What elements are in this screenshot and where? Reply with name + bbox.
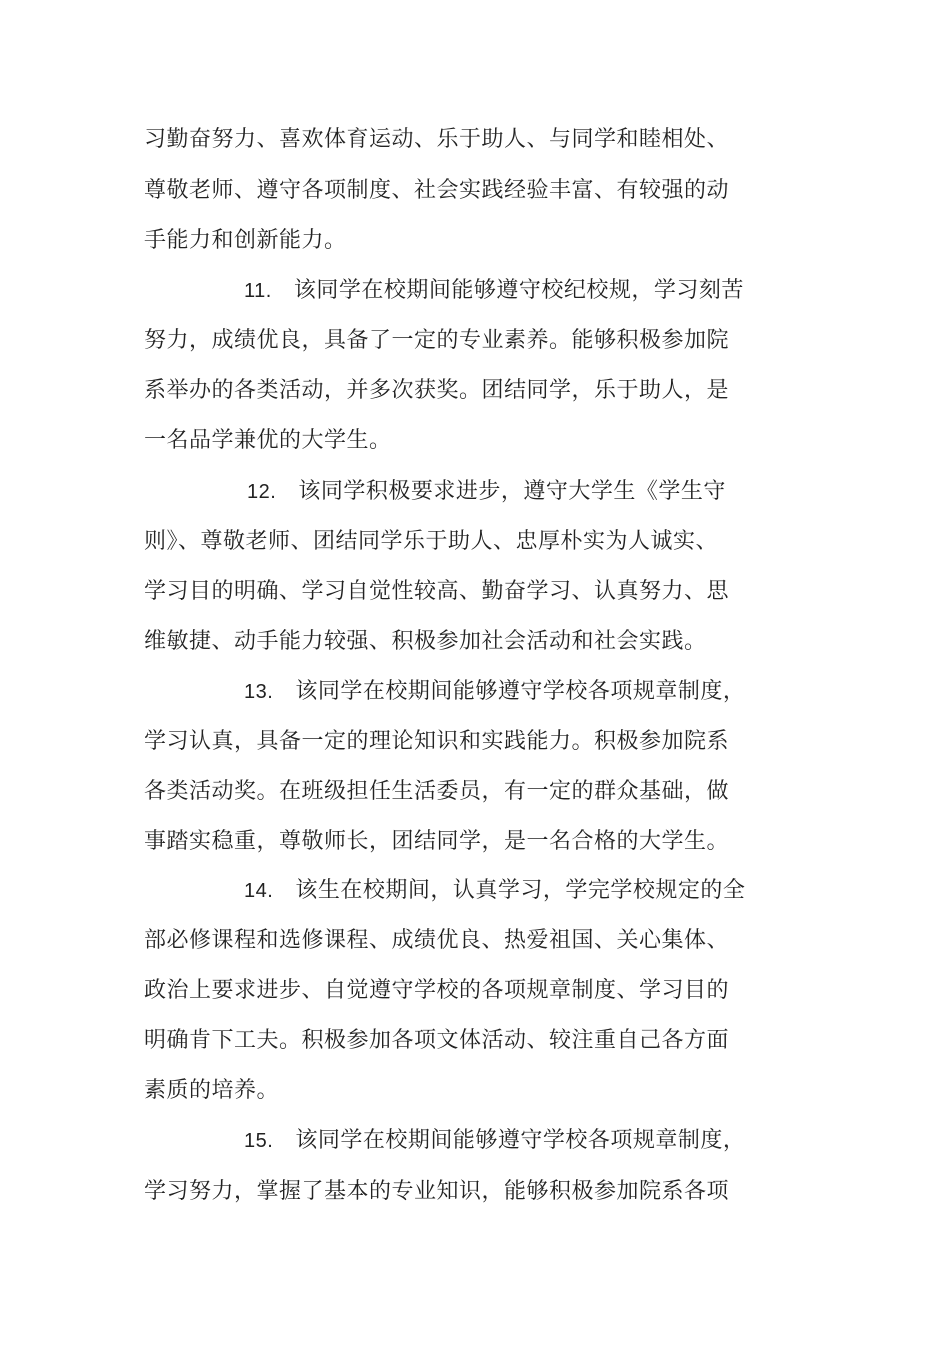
paragraph-line: 努力，成绩优良，具备了一定的专业素养。能够积极参加院: [144, 328, 730, 353]
paragraph-line: 事踏实稳重，尊敬师长，团结同学，是一名合格的大学生。: [144, 829, 730, 854]
paragraph-line: 部必修课程和选修课程、成绩优良、热爱祖国、关心集体、: [144, 928, 730, 953]
item-text: 该同学积极要求进步，遵守大学生《学生守: [298, 479, 726, 504]
item-first-line: [247, 477, 726, 507]
item-text: 该同学在校期间能够遵守学校各项规章制度，: [295, 1128, 746, 1153]
item-number: 13.: [244, 681, 274, 703]
paragraph-line: 学习努力，掌握了基本的专业知识，能够积极参加院系各项: [144, 1179, 730, 1204]
paragraph-line: 明确肯下工夫。积极参加各项文体活动、较注重自己各方面: [144, 1028, 730, 1053]
item-first-line: [244, 876, 745, 906]
item-number: 15.: [244, 1130, 274, 1152]
paragraph-line: 学习认真，具备一定的理论知识和实践能力。积极参加院系: [144, 729, 730, 754]
item-first-line: [244, 276, 744, 306]
paragraph-line: 维敏捷、动手能力较强、积极参加社会活动和社会实践。: [144, 629, 707, 654]
paragraph-line: 政治上要求进步、自觉遵守学校的各项规章制度、学习目的: [144, 978, 730, 1003]
paragraph-line: 则》、尊敬老师、团结同学乐于助人、忠厚朴实为人诚实、: [144, 529, 719, 554]
item-first-line: [244, 1126, 745, 1156]
item-number: 11.: [244, 280, 272, 302]
item-text: 该生在校期间，认真学习，学完学校规定的全: [295, 878, 746, 903]
item-number: 12.: [247, 481, 277, 503]
paragraph-line: 学习目的明确、学习自觉性较高、勤奋学习、认真努力、思: [144, 579, 730, 604]
paragraph-line: 系举办的各类活动，并多次获奖。团结同学，乐于助人，是: [144, 378, 730, 403]
item-number: 14.: [244, 880, 274, 902]
paragraph-line: 素质的培养。: [144, 1078, 280, 1103]
paragraph-line: 一名品学兼优的大学生。: [144, 428, 392, 453]
paragraph-line: 习勤奋努力、喜欢体育运动、乐于助人、与同学和睦相处、: [144, 127, 730, 152]
paragraph-line: 尊敬老师、遵守各项制度、社会实践经验丰富、有较强的动: [144, 178, 730, 203]
item-text: 该同学在校期间能够遵守学校各项规章制度，: [295, 679, 746, 704]
item-text: 该同学在校期间能够遵守校纪校规，学习刻苦: [293, 278, 744, 303]
item-first-line: [244, 677, 745, 707]
paragraph-line: 各类活动奖。在班级担任生活委员，有一定的群众基础，做: [144, 779, 730, 804]
paragraph-line: 手能力和创新能力。: [144, 228, 347, 253]
